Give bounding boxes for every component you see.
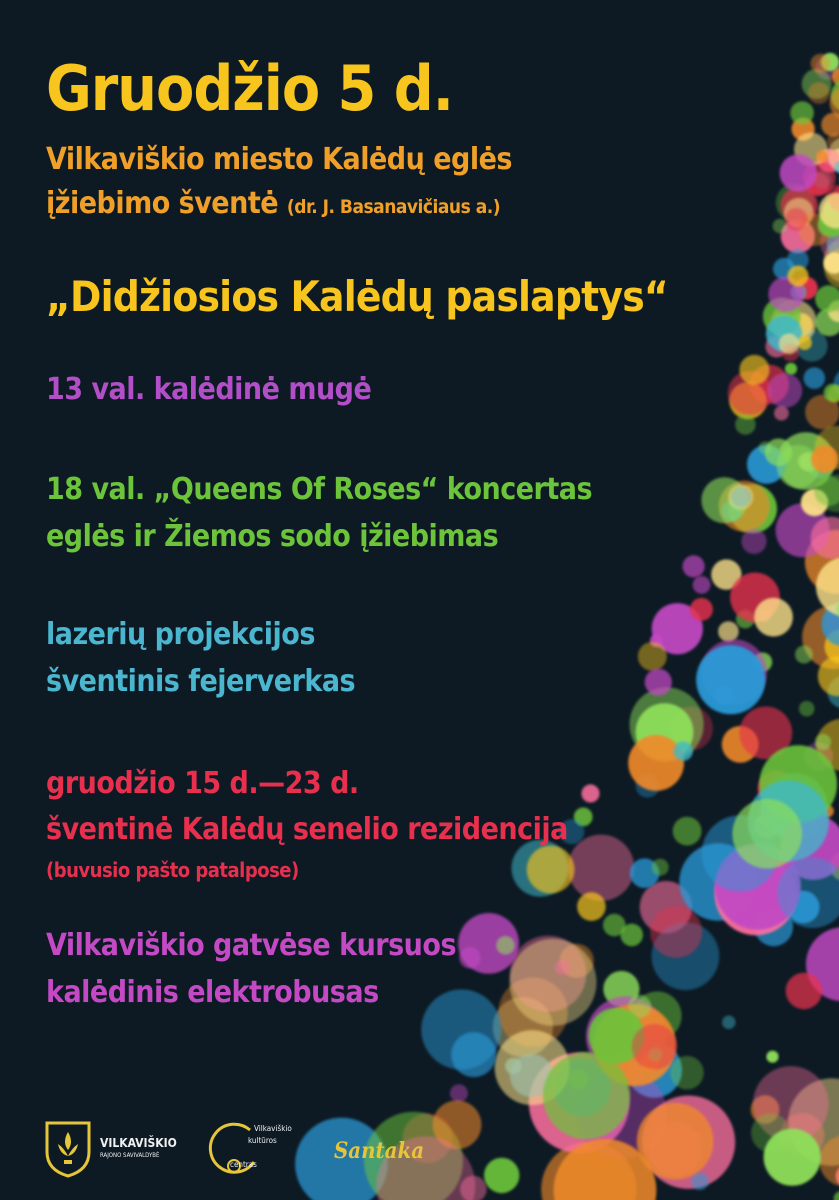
bokeh-light xyxy=(683,555,705,577)
bokeh-light xyxy=(628,735,684,791)
bokeh-light xyxy=(484,1158,519,1193)
event-date: Gruodžio 5 d. xyxy=(46,52,453,125)
bokeh-light xyxy=(804,367,826,389)
bokeh-light xyxy=(581,784,599,802)
program-residence-place: (buvusio pašto patalpose) xyxy=(46,858,299,882)
bokeh-light xyxy=(620,924,643,947)
program-residence: šventinė Kalėdų senelio rezidencija xyxy=(46,812,568,847)
municipality-name: VILKAVIŠKIO xyxy=(100,1136,177,1150)
bokeh-light xyxy=(764,1129,821,1186)
culture-line-1: Vilkaviškio xyxy=(254,1124,292,1133)
bokeh-light xyxy=(421,989,501,1069)
bokeh-light xyxy=(790,101,814,125)
bokeh-light xyxy=(766,1051,778,1063)
program-bus-line-2: kalėdinis elektrobusas xyxy=(46,975,379,1010)
bokeh-light xyxy=(811,446,838,473)
bokeh-light xyxy=(780,154,817,191)
program-concert: 18 val. „Queens Of Roses“ koncertas xyxy=(46,472,593,507)
sponsor-logos xyxy=(44,1118,464,1182)
bokeh-light xyxy=(767,373,802,408)
bokeh-light xyxy=(735,414,756,435)
bokeh-light xyxy=(779,334,800,355)
bokeh-light xyxy=(693,576,711,594)
bokeh-light xyxy=(696,645,765,714)
subtitle-line-1: Vilkaviškio miesto Kalėdų eglės xyxy=(46,142,512,177)
subtitle-line-2-text: įžiebimo šventė xyxy=(46,186,279,221)
bokeh-light xyxy=(674,742,693,761)
bokeh-light xyxy=(811,54,830,73)
bokeh-light xyxy=(543,1052,630,1139)
program-fireworks: šventinis fejerverkas xyxy=(46,664,356,699)
bokeh-light xyxy=(815,285,839,312)
bokeh-light xyxy=(577,892,606,921)
culture-line-2: kultūros xyxy=(248,1136,277,1145)
bokeh-light xyxy=(808,82,830,104)
program-fair: 13 val. kalėdinė mugė xyxy=(46,372,372,407)
santaka-logo-icon: Santaka xyxy=(334,1138,425,1164)
bokeh-light xyxy=(739,355,769,385)
bokeh-light xyxy=(732,799,802,869)
municipality-sub: RAJONO SAVIVALDYBĖ xyxy=(100,1152,160,1159)
bokeh-light xyxy=(785,363,797,375)
program-residence-dates: gruodžio 15 d.—23 d. xyxy=(46,766,359,801)
bokeh-light xyxy=(527,846,575,894)
bokeh-light xyxy=(718,621,739,642)
bokeh-light xyxy=(555,960,570,975)
bokeh-light xyxy=(785,208,808,231)
bokeh-light xyxy=(691,1173,708,1190)
culture-line-3: centras xyxy=(230,1160,257,1169)
bokeh-light xyxy=(774,406,789,421)
bokeh-light xyxy=(728,484,753,509)
bokeh-light xyxy=(815,734,831,750)
bokeh-light xyxy=(773,219,788,234)
program-bus-line-1: Vilkaviškio gatvėse kursuos xyxy=(46,928,457,963)
bokeh-light xyxy=(496,936,515,955)
bokeh-light xyxy=(510,939,597,1026)
bokeh-light xyxy=(652,859,669,876)
bokeh-light xyxy=(795,646,813,664)
program-laser: lazerių projekcijos xyxy=(46,617,315,652)
program-lighting: eglės ir Žiemos sodo įžiebimas xyxy=(46,519,499,554)
bokeh-light xyxy=(788,266,809,287)
bokeh-light xyxy=(759,441,772,454)
bokeh-light xyxy=(741,529,766,554)
bokeh-light xyxy=(638,642,667,671)
bokeh-light xyxy=(786,973,823,1010)
bokeh-light xyxy=(816,150,828,162)
bokeh-light xyxy=(632,1024,677,1069)
bokeh-light xyxy=(799,701,815,717)
bokeh-light xyxy=(754,598,793,637)
event-title: „Didžiosios Kalėdų paslaptys“ xyxy=(46,272,668,321)
bokeh-light xyxy=(637,1103,714,1180)
bokeh-light xyxy=(568,835,634,901)
subtitle-line-2 xyxy=(46,186,500,221)
bokeh-light xyxy=(670,1056,704,1090)
bokeh-light xyxy=(450,1084,468,1102)
bokeh-light xyxy=(834,1191,839,1200)
location-text: (dr. J. Basanavičiaus a.) xyxy=(286,196,501,218)
bokeh-light xyxy=(650,906,702,958)
bokeh-light xyxy=(690,598,713,621)
municipality-coat-of-arms-icon xyxy=(44,1120,92,1178)
bokeh-light xyxy=(673,817,702,846)
bokeh-light xyxy=(645,669,672,696)
bokeh-light xyxy=(722,1016,736,1030)
bokeh-light xyxy=(797,335,812,350)
